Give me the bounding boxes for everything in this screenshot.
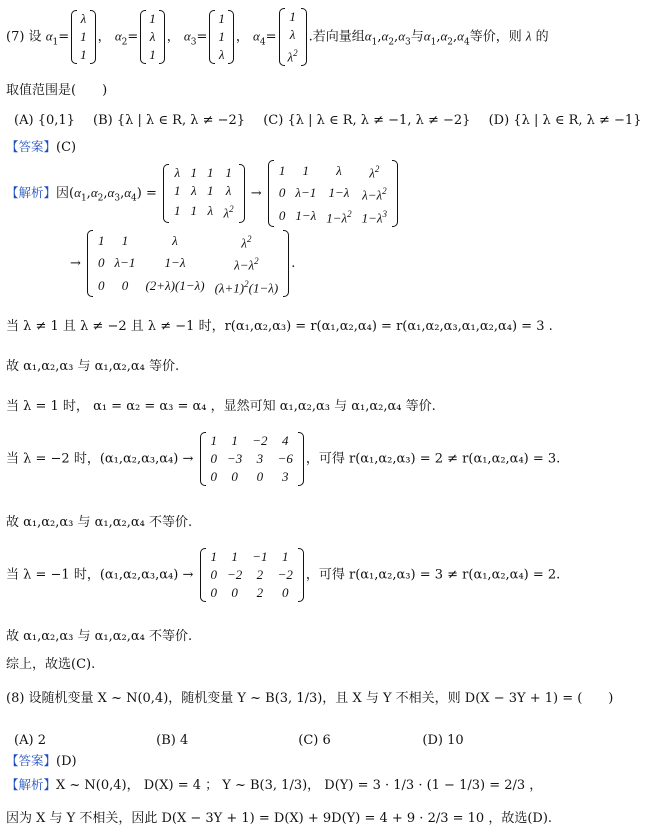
alpha1-vector: λ 1 1 — [71, 10, 96, 64]
q7-line2: 取值范围是( ) — [6, 83, 108, 98]
alpha2-vector: 1 λ 1 — [140, 10, 165, 64]
q8-final: 因为 X 与 Y 不相关，因此 D(X − 3Y + 1) = D(X) + 9D(Y) = 4 + 9 · 2/3 = 10 ，故选(D). — [6, 811, 553, 826]
q7-option-d: (D) {λ | λ ∈ R, λ ≠ −1} — [488, 113, 642, 128]
q8-stem: (8) 设随机变量 X ~ N(0,4)，随机变量 Y ~ B(3, 1/3)，且 X 与 Y 不相关，则 D(X − 3Y + 1) = ( ) — [6, 691, 614, 706]
alpha4-vector: 1 λ $\lambda^2$ — [279, 8, 307, 66]
augmented-matrix: λ 1 1 1 1 λ 1 λ 1 1 λ $\lambda^2$ — [163, 164, 245, 222]
q7-option-a: (A) {0,1} — [14, 113, 75, 128]
answer-tag: 【答案】 — [6, 753, 57, 768]
q7-stem: (7) 设 $\alpha_1=$ λ 1 1 ， $\alpha_2=$ 1 λ 1 ， $\alpha_3=$ 1 1 λ ， $\alpha_4=$ 1 λ $\lambda^2$ .若向量组$\alpha_1,\alpha_2,\alpha_3$与$\alpha_1,\alpha_2,\alpha_4$等价，则 λ 的 — [6, 9, 549, 65]
q7-conclusion-1: 故 α₁,α₂,α₃ 与 α₁,α₂,α₄ 等价. — [6, 359, 180, 374]
q7-number: (7) 设 — [6, 29, 42, 45]
q7-case-one: 当 λ = 1 时， α₁ = α₂ = α₃ = α₄ ，显然可知 α₁,α₂,α₃ 与 α₁,α₂,α₄ 等价. — [6, 399, 436, 414]
q7-case-general: 当 λ ≠ 1 且 λ ≠ −2 且 λ ≠ −1 时，r(α₁,α₂,α₃) = r(α₁,α₂,α₄) = r(α₁,α₂,α₃,α₁,α₂,α₄) = 3 . — [6, 319, 553, 334]
q8-option-c: (C) 6 — [298, 733, 331, 748]
q7-analysis-row1: 【解析】因$(\alpha_1,\alpha_2,\alpha_3,\alpha_4)$ = λ 1 1 1 1 λ 1 λ 1 1 λ $\lambda^2$ → 1 1 λ $\lambda^2$ 0 λ−1 1−λ $\lambda-\lambda^2$ 0 1−λ $1-\lambda^2$ $1-\lambda^3$ — [6, 160, 400, 227]
q8-option-a: (A) 2 — [14, 733, 46, 748]
answer-tag: 【答案】 — [6, 139, 57, 154]
q7-option-b: (B) {λ | λ ∈ R, λ ≠ −2} — [93, 113, 246, 128]
matrix-lambda-minus1: 1 1 −1 1 0 −2 2 −2 0 0 2 0 — [200, 548, 304, 602]
q7-answer: 【答案】(C) — [6, 139, 77, 155]
q8-analysis: 【解析】X ~ N(0,4)， D(X) = 4 ； Y ~ B(3, 1/3)， D(Y) = 3 · 1/3 · (1 − 1/3) = 2/3 ， — [6, 777, 543, 793]
q7-conclusion-3: 故 α₁,α₂,α₃ 与 α₁,α₂,α₄ 不等价. — [6, 629, 193, 644]
q7-case-minus1: 当 λ = −1 时，(α₁,α₂,α₃,α₄) → 1 1 −1 1 0 −2 2 −2 0 0 2 0 ，可得 r(α₁,α₂,α₃) = 3 ≠ r(α₁,α₂,α₄) = 2. — [6, 549, 561, 600]
q7-option-c: (C) {λ | λ ∈ R, λ ≠ −1, λ ≠ −2} — [263, 113, 471, 128]
analysis-tag: 【解析】 — [6, 184, 57, 200]
q8-option-b: (B) 4 — [156, 733, 189, 748]
q8-options — [14, 732, 464, 750]
q7-conclusion-2: 故 α₁,α₂,α₃ 与 α₁,α₂,α₄ 不等价. — [6, 515, 193, 530]
q8-option-d: (D) 10 — [422, 733, 464, 748]
q7-case-minus2: 当 λ = −2 时，(α₁,α₂,α₃,α₄) → 1 1 −2 4 0 −3 3 −6 0 0 0 3 ，可得 r(α₁,α₂,α₃) = 2 ≠ r(α₁,α₂,α₄) = 3. — [6, 433, 561, 484]
analysis-tag: 【解析】 — [6, 777, 57, 792]
reduced-matrix-1: 1 1 λ $\lambda^2$ 0 λ−1 1−λ $\lambda-\lambda^2$ 0 1−λ $1-\lambda^2$ $1-\lambda^3$ — [268, 160, 398, 227]
q8-answer: 【答案】(D) — [6, 753, 77, 769]
q7-options — [14, 112, 655, 130]
reduced-matrix-2: 1 1 λ $\lambda^2$ 0 λ−1 1−λ $\lambda-\lambda^2$ 0 0 (2+λ)(1−λ) $(\lambda+1)^2(1-\lambda)$ — [87, 230, 289, 297]
q7-analysis-row2: → 1 1 λ $\lambda^2$ 0 λ−1 1−λ $\lambda-\lambda^2$ 0 0 (2+λ)(1−λ) $(\lambda+1)^2(1-\lambda)$ . — [70, 230, 295, 297]
q7-summary: 综上，故选(C). — [6, 657, 96, 672]
alpha3-vector: 1 1 λ — [209, 10, 234, 64]
matrix-lambda-minus2: 1 1 −2 4 0 −3 3 −6 0 0 0 3 — [200, 432, 304, 486]
